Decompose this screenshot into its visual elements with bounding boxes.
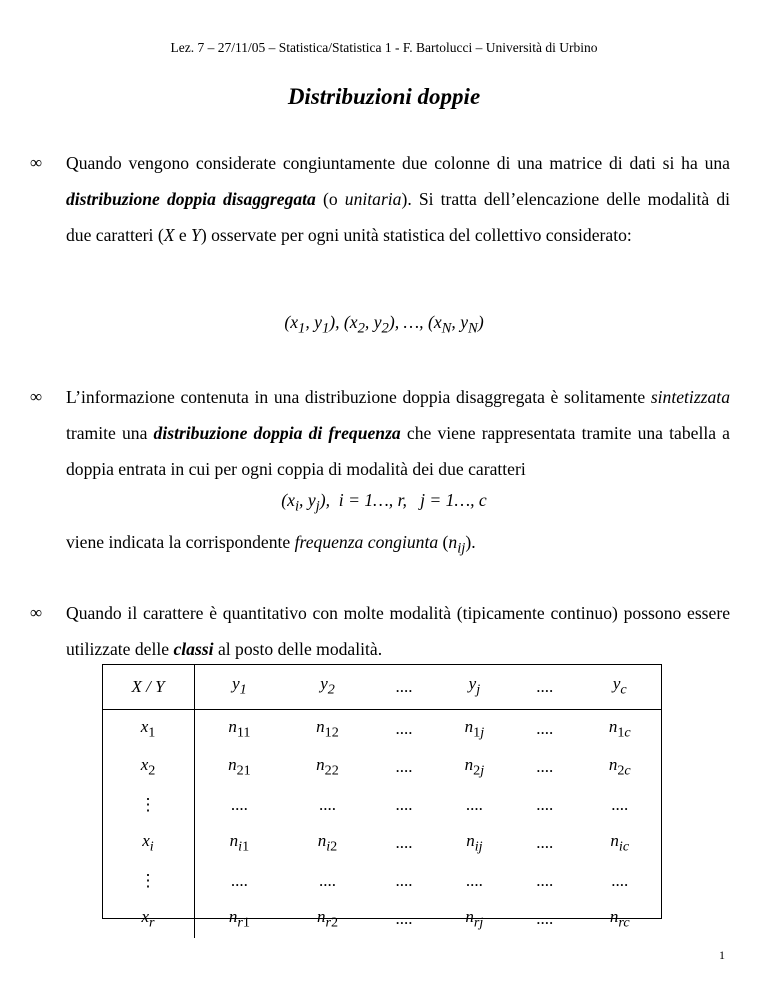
row-header: $x_2$	[102, 748, 195, 786]
table-cell: $n_{r1}$	[228, 906, 250, 931]
p2-text-a: L’informazione contenuta in una distribuzione doppia disaggregata è solitamente	[66, 387, 651, 407]
p2b-term-frequenza-congiunta: frequenza congiunta	[294, 532, 439, 552]
table-cell: $n_{1c}$	[608, 716, 631, 741]
page-title: Distribuzioni doppie	[287, 84, 481, 109]
table-cell: ....	[395, 909, 413, 928]
column-header: ....	[371, 664, 437, 710]
p1-term-disaggregata: distribuzione doppia disaggregata	[66, 189, 316, 209]
row-header: $x_i$	[102, 824, 195, 862]
table-cell: ....	[395, 719, 413, 738]
row-header: ⋮	[102, 862, 195, 900]
paragraph-2b: viene indicata la corrispondente frequenza congiunta $(n_{ij})$.	[66, 532, 476, 557]
p1-term-unitaria: unitaria	[344, 189, 402, 209]
table-cell: $n_{21}$	[228, 754, 251, 779]
column-header: ....	[512, 664, 578, 710]
table-cell: ....	[395, 757, 413, 776]
table-cell: $n_{i2}$	[317, 830, 338, 855]
column-header: $y_j$	[437, 664, 512, 710]
bullet-icon: ∞	[30, 153, 43, 172]
table-cell: $n_{2j}$	[464, 754, 485, 779]
p2b-text-a: viene indicata la corrispondente	[66, 532, 295, 552]
row-header: ⋮	[102, 786, 195, 824]
table-cell: ....	[319, 795, 336, 814]
column-header: $y_2$	[284, 664, 371, 710]
frequency-table	[102, 664, 662, 938]
table-cell: $n_{ij}$	[466, 830, 483, 855]
table-cell: ....	[536, 909, 554, 928]
p1-var-y: Y	[191, 225, 201, 245]
table-cell: $n_{rj}$	[465, 906, 484, 931]
bullet-icon: ∞	[30, 387, 43, 406]
table-cell: $n_{22}$	[316, 754, 339, 779]
row-header: $x_r$	[102, 900, 195, 938]
p1-text-g: e	[174, 225, 192, 245]
bullet-icon: ∞	[30, 603, 43, 622]
table-row	[102, 786, 662, 824]
table-cell: ....	[611, 795, 629, 814]
p1-text-a: Quando vengono considerate congiuntamente due colonne di una matrice di dati si ha una	[66, 153, 730, 173]
table-cell: $n_{i1}$	[229, 830, 250, 855]
paragraph-1	[66, 145, 730, 253]
table-cell: ....	[230, 795, 248, 814]
formula-modalities: ($x_i$, $y_j$), i = 1…, r, j = 1…, c	[281, 490, 487, 515]
table-cell: ....	[465, 871, 483, 890]
p2-term-sintetizzata: sintetizzata	[650, 387, 730, 407]
table-cell: $n_{2c}$	[608, 754, 631, 779]
table-cell: ....	[536, 795, 554, 814]
paragraph-2	[66, 379, 730, 487]
table-header-row	[102, 664, 662, 710]
p2-text-e: che viene rappresentata tramite una tabella a doppia entrata in cui per ogni coppia di modalità dei due caratteri	[66, 423, 730, 479]
p3-text-c: al posto delle modalità.	[213, 639, 383, 659]
table-row	[102, 862, 662, 900]
table-cell: $n_{rc}$	[609, 906, 630, 931]
table-cell: ....	[611, 871, 629, 890]
p1-text-e: ). Si tratta dell’elencazione delle modalità di due caratteri (	[66, 189, 731, 245]
table-cell: ....	[536, 757, 554, 776]
table-cell: ....	[536, 871, 554, 890]
p2-term-distribuzione-frequenza: distribuzione doppia di frequenza	[153, 423, 401, 443]
table-row	[102, 824, 662, 862]
table-corner: X / Y	[102, 664, 195, 710]
table-cell: $n_{12}$	[316, 716, 339, 741]
table-cell: ....	[319, 871, 336, 890]
table-cell: $n_{1j}$	[464, 716, 485, 741]
p1-text-c: (o	[315, 189, 345, 209]
formula-pairs: ($x_1$, $y_1$), ($x_2$, $y_2$), …, ($x_N$, $y_N$)	[284, 312, 484, 337]
table-cell: ....	[395, 833, 413, 852]
table-cell: $n_{ic}$	[610, 830, 630, 855]
p1-var-x: X	[163, 225, 175, 245]
table-cell: ....	[465, 795, 483, 814]
table-cell: ....	[395, 871, 413, 890]
table-row	[102, 710, 662, 749]
table-cell: ....	[230, 871, 248, 890]
table-cell: ....	[395, 795, 413, 814]
paragraph-3	[66, 595, 730, 667]
p1-text-i: ) osservate per ogni unità statistica del collettivo considerato:	[200, 225, 632, 245]
table-row	[102, 748, 662, 786]
table-row	[102, 900, 662, 938]
page-number: 1	[719, 948, 725, 962]
table-cell: $n_{11}$	[228, 716, 251, 741]
column-header: $y_c$	[578, 664, 662, 710]
p2-text-c: tramite una	[66, 423, 154, 443]
p3-text-a: Quando il carattere è quantitativo con molte modalità (tipicamente continuo) possono essere utilizzate delle	[66, 603, 730, 659]
table-cell: $n_{r2}$	[316, 906, 339, 931]
table-cell: ....	[536, 833, 554, 852]
page-header: Lez. 7 – 27/11/05 – Statistica/Statistica 1 - F. Bartolucci – Università di Urbino	[170, 40, 598, 55]
p3-term-classi: classi	[173, 639, 214, 659]
table-cell: ....	[536, 719, 554, 738]
column-header: $y_1$	[195, 664, 284, 710]
row-header: $x_1$	[102, 710, 195, 749]
